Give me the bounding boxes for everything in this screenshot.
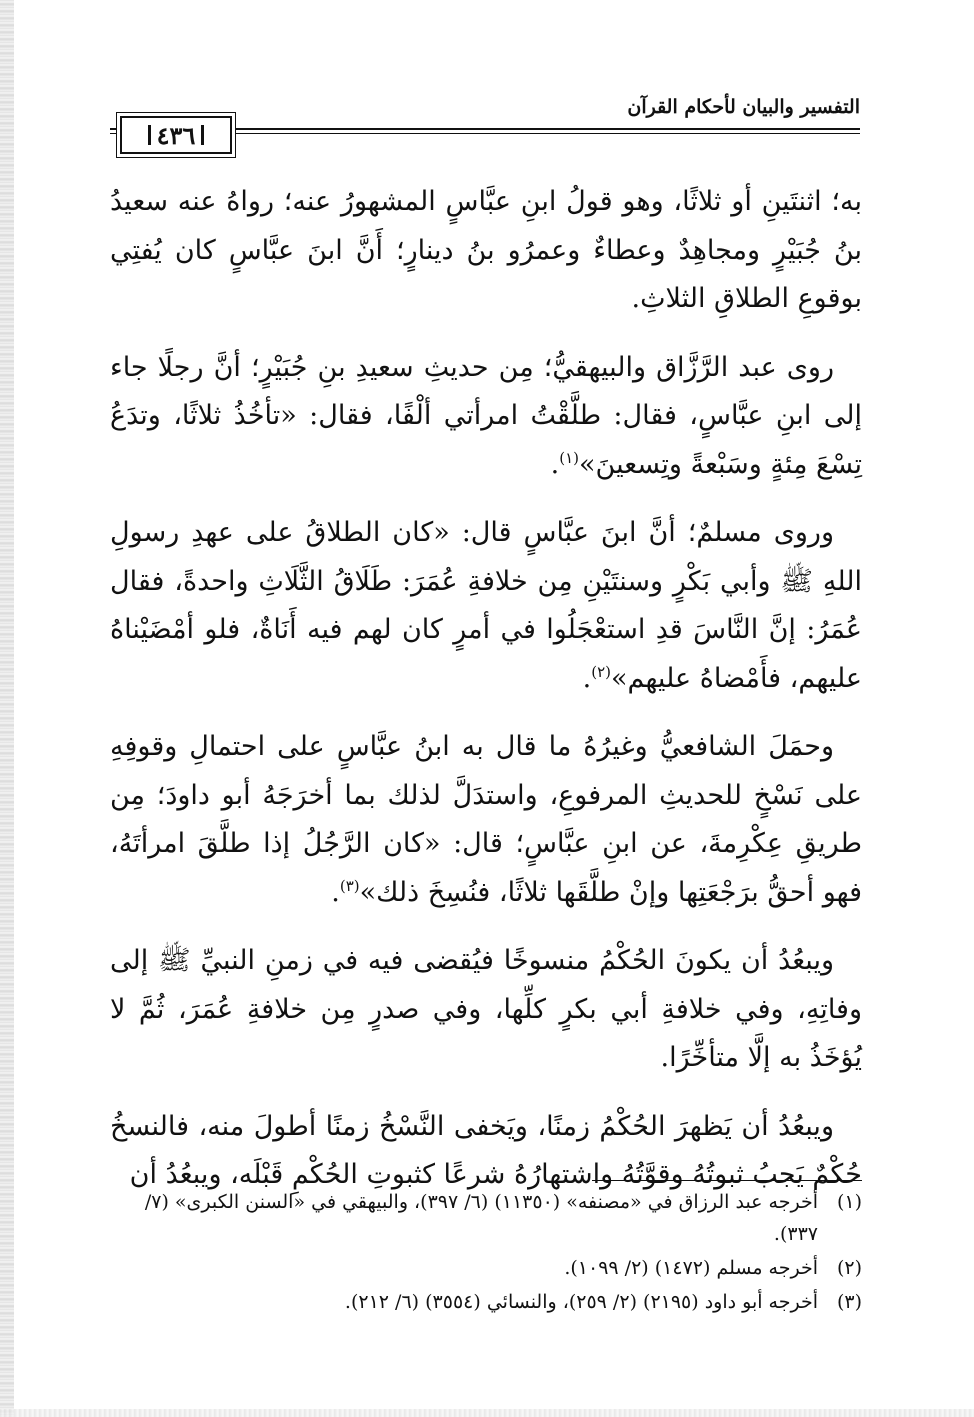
paragraph-text: ويبعُدُ أن يكونَ الحُكْمُ منسوخًا فيُقضى فيه في زمنِ النبيِّ ﷺ إلى وفاتِهِ، وفي خلافةِ أبي بكرٍ كلِّها، وفي صدرٍ مِن خلافةِ عُمَرَ، ثُمَّ لا يُؤخَذُ به إلَّا متأخِّرًا. bbox=[110, 945, 862, 1073]
book-title: التفسير والبيان لأحكام القرآن bbox=[627, 96, 860, 118]
footnote-number: (١) bbox=[836, 1191, 862, 1213]
paragraph-text: ويبعُدُ أن يَظهرَ الحُكْمُ زمنًا، ويَخفى النَّسْخُ زمنًا أطولَ منه، فالنسخُ حُكْمٌ يَجبُ ثبوتُهُ وقوَّتُهُ واشتهارُهُ شرعًا كثبوتِ الحُكْمِ قَبْلَه، ويبعُدُ أن bbox=[110, 1110, 862, 1190]
paragraph bbox=[110, 937, 862, 1083]
page-number-bracket-left bbox=[148, 125, 151, 145]
footnote-item bbox=[110, 1252, 862, 1284]
footnote-ref: (١) bbox=[559, 448, 579, 467]
paragraph bbox=[110, 1103, 862, 1200]
page-number-bracket-right bbox=[201, 125, 204, 145]
footnote-number: (٢) bbox=[836, 1257, 862, 1279]
scan-bottom-artifact bbox=[0, 1409, 974, 1417]
paragraph-text: روى عبد الرَّزَّاق والبيهقيُّ؛ مِن حديثِ سعيدِ بنِ جُبَيْرٍ؛ أنَّ رجلًا جاء إلى ابنِ عبَّاسٍ، فقال: طلَّقْتُ امرأتي ألْفًا، فقال: «تأخُذُ ثلاثًا، وتدَعُ تِسْعَ مِئةٍ وسَبْعةً وتِسعينَ» bbox=[110, 351, 862, 480]
footnote-item bbox=[110, 1286, 862, 1318]
footnote-separator bbox=[592, 1180, 862, 1181]
footnote-text: أخرجه أبو داود (٢١٩٥) (٢/ ٢٥٩)، والنسائي (٣٥٥٤) (٦/ ٢١٢). bbox=[344, 1291, 818, 1313]
footnote-text: أخرجه مسلم (١٤٧٢) (٢/ ١٠٩٩). bbox=[564, 1257, 818, 1279]
footnote-number: (٣) bbox=[836, 1291, 862, 1313]
paragraph-text: وروى مسلمٌ؛ أنَّ ابنَ عبَّاسٍ قال: «كان الطلاقُ على عهدِ رسولِ اللهِ ﷺ وأبي بَكْرٍ وسنتَيْنِ مِن خلافةِ عُمَرَ: طَلَاقُ الثَّلَاثِ واحدةً، فقال عُمَرُ: إنَّ النَّاسَ قدِ استعْجَلُوا في أمرٍ كان لهم فيه أَنَاةٌ، فلو أمْضَيْناهُ عليهم، فأَمْضاهُ عليهم» bbox=[110, 517, 862, 694]
main-text bbox=[110, 178, 862, 1220]
footnotes bbox=[110, 1186, 862, 1320]
paragraph-text: وحمَلَ الشافعيُّ وغيرُهُ ما قال به ابنُ عبَّاسٍ على احتمالِ وقوفِهِ على نَسْخٍ للحديثِ المرفوعِ، واستدَلَّ لذلك بما أخرَجَهُ أبو داودَ؛ مِن طريقِ عِكْرِمةَ، عن ابنِ عبَّاسٍ؛ قال: «كان الرَّجُلُ إذا طلَّقَ امرأتَهُ، فهو أحقُّ برَجْعَتِها وإنْ طلَّقَها ثلاثًا، فنُسِخَ ذلك» bbox=[110, 731, 862, 908]
footnote-ref: (٢) bbox=[591, 662, 611, 681]
paragraph: وروى مسلمٌ؛ أنَّ ابنَ عبَّاسٍ قال: «كان الطلاقُ على عهدِ رسولِ اللهِ ﷺ وأبي بَكْرٍ وسنتَيْنِ مِن خلافةِ عُمَرَ: طَلَاقُ الثَّلَاثِ واحدةً، فقال عُمَرُ: إنَّ النَّاسَ قدِ استعْجَلُوا في أمرٍ كان لهم فيه أَنَاةٌ، فلو أمْضَيْناهُ عليهم، فأَمْضاهُ عليهم»$^{(٢)}$. bbox=[110, 517, 862, 694]
footnote-ref: (٣) bbox=[339, 876, 360, 895]
paragraph-text: به؛ اثنتَينِ أو ثلاثًا، وهو قولُ ابنِ عبَّاسٍ المشهورُ عنه؛ رواهُ عنه سعيدُ بنُ جُبَيْرٍ ومجاهِدٌ وعطاءٌ وعمرُو بنُ دينارٍ؛ أَنَّ ابنَ عبَّاسٍ كان يُفتِي بوقوعِ الطلاقِ الثلاثِ. bbox=[110, 186, 862, 314]
paragraph bbox=[110, 178, 862, 324]
page-number-box bbox=[120, 116, 232, 154]
footnote-text: أخرجه عبد الرزاق في «مصنفه» (١١٣٥٠) (٦/ ٣٩٧)، والبيهقي في «السنن الكبرى» (٧/ ٣٣٧). bbox=[144, 1191, 818, 1245]
paragraph: روى عبد الرَّزَّاق والبيهقيُّ؛ مِن حديثِ سعيدِ بنِ جُبَيْرٍ؛ أنَّ رجلًا جاء إلى ابنِ عبَّاسٍ، فقال: طلَّقْتُ امرأتي ألْفًا، فقال: «تأخُذُ ثلاثًا، وتدَعُ تِسْعَ مِئةٍ وسَبْعةً وتِسعينَ»$^{(١)}$. bbox=[110, 351, 862, 480]
scan-edge-artifact bbox=[0, 0, 14, 1417]
page-header bbox=[110, 88, 860, 158]
page-number: ٤٣٦ bbox=[156, 120, 196, 150]
paragraph: وحمَلَ الشافعيُّ وغيرُهُ ما قال به ابنُ عبَّاسٍ على احتمالِ وقوفِهِ على نَسْخٍ للحديثِ المرفوعِ، واستدَلَّ لذلك بما أخرَجَهُ أبو داودَ؛ مِن طريقِ عِكْرِمةَ، عن ابنِ عبَّاسٍ؛ قال: «كان الرَّجُلُ إذا طلَّقَ امرأتَهُ، فهو أحقُّ برَجْعَتِها وإنْ طلَّقَها ثلاثًا، فنُسِخَ ذلك»$^{(٣)}$. bbox=[110, 731, 862, 908]
footnote-item bbox=[110, 1186, 862, 1250]
